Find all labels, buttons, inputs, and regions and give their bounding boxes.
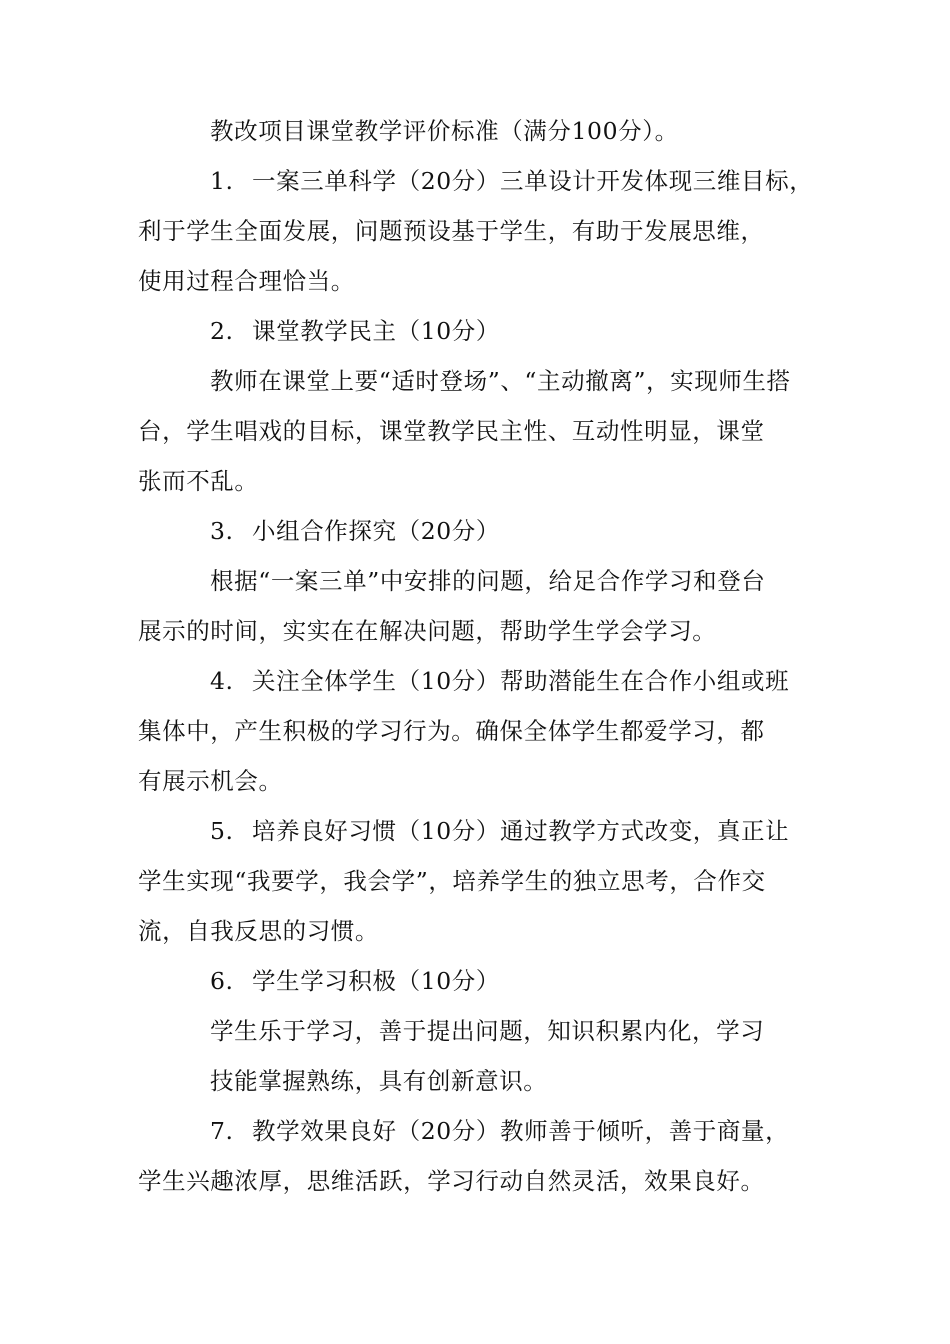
item-6-heading: [210, 966, 500, 996]
item-4-text-1: 关注全体学生（10分）帮助潜能生在合作小组或班: [252, 667, 790, 695]
item-2-heading-text: 课堂教学民主（10分）: [252, 317, 501, 345]
item-6-number: 6.: [210, 967, 234, 995]
item-5-line-1: [210, 816, 789, 846]
item-5-line-3: 流，自我反思的习惯。: [138, 917, 379, 945]
item-2-line-2: 台，学生唱戏的目标，课堂教学民主性、互动性明显，课堂: [138, 417, 765, 445]
item-4-line-1: [210, 666, 789, 696]
item-1-line-1: [210, 166, 813, 196]
item-2-line-1: 教师在课堂上要“适时登场”、“主动撤离”，实现师生搭: [210, 367, 791, 395]
item-7-line-2: 学生兴趣浓厚，思维活跃，学习行动自然灵活，效果良好。: [138, 1167, 765, 1195]
item-3-line-1: 根据“一案三单”中安排的问题，给足合作学习和登台: [210, 567, 766, 595]
item-1-number: 1.: [210, 167, 234, 195]
item-4-number: 4.: [210, 667, 234, 695]
item-3-heading-text: 小组合作探究（20分）: [252, 517, 501, 545]
item-2-line-3: 张而不乱。: [138, 467, 259, 495]
item-3-line-2: 展示的时间，实实在在解决问题，帮助学生学会学习。: [138, 617, 717, 645]
item-3-number: 3.: [210, 517, 234, 545]
item-7-line-1: [210, 1116, 789, 1146]
item-5-text-1: 培养良好习惯（10分）通过教学方式改变，真正让: [252, 817, 790, 845]
item-5-line-2: 学生实现“我要学，我会学”，培养学生的独立思考，合作交: [138, 867, 766, 895]
item-6-heading-text: 学生学习积极（10分）: [252, 967, 501, 995]
item-1-text-1: 一案三单科学（20分）三单设计开发体现三维目标，: [252, 167, 814, 195]
item-6-line-2: 技能掌握熟练，具有创新意识。: [210, 1067, 548, 1095]
item-2-heading: [210, 316, 500, 346]
item-5-number: 5.: [210, 817, 234, 845]
item-4-line-3: 有展示机会。: [138, 767, 283, 795]
item-6-line-1: 学生乐于学习，善于提出问题，知识积累内化，学习: [210, 1017, 765, 1045]
item-1-line-2: 利于学生全面发展，问题预设基于学生，有助于发展思维，: [138, 217, 765, 245]
item-2-number: 2.: [210, 317, 234, 345]
item-1-line-3: 使用过程合理恰当。: [138, 267, 355, 295]
item-7-number: 7.: [210, 1117, 234, 1145]
item-7-text-1: 教学效果良好（20分）教师善于倾听，善于商量，: [252, 1117, 790, 1145]
document-title: 教改项目课堂教学评价标准（满分100分）。: [210, 117, 679, 145]
item-4-line-2: 集体中，产生积极的学习行为。确保全体学生都爱学习，都: [138, 717, 765, 745]
item-3-heading: [210, 516, 500, 546]
